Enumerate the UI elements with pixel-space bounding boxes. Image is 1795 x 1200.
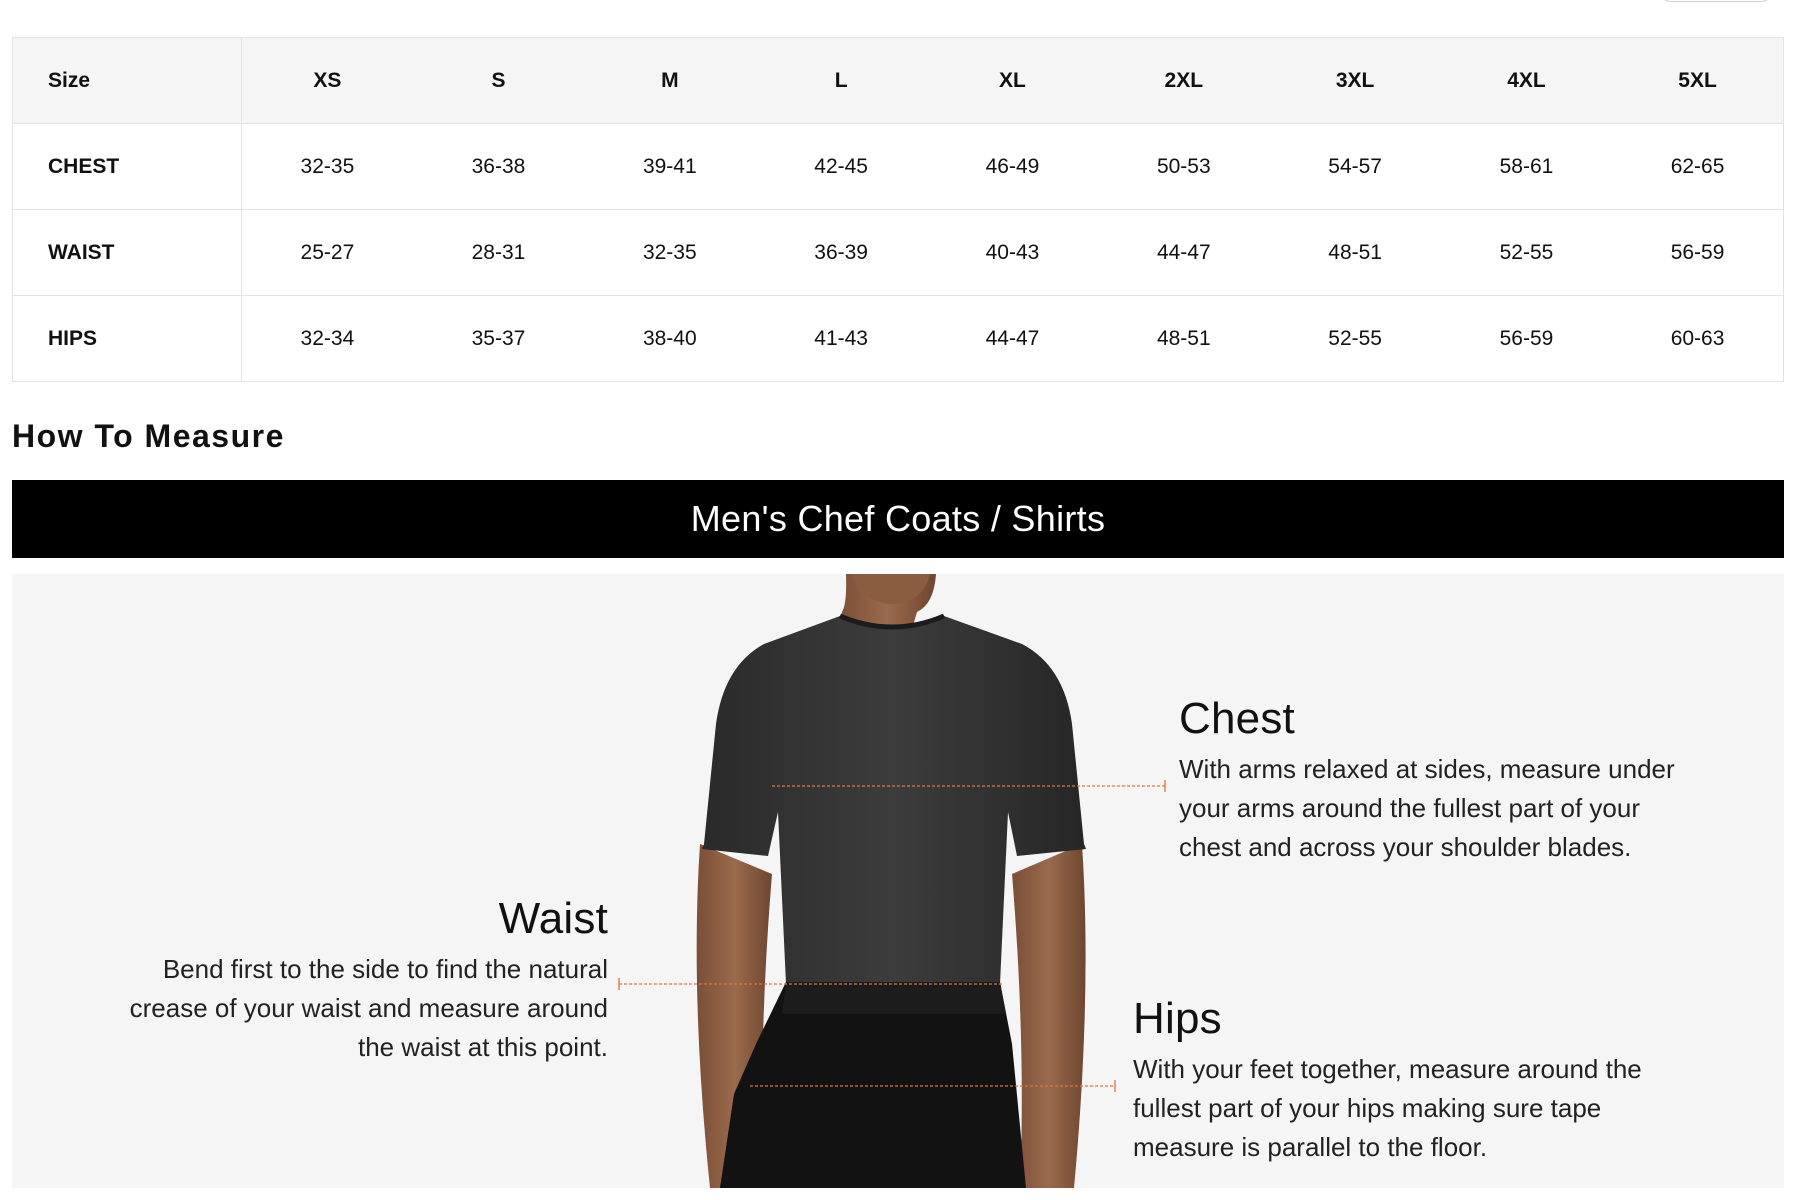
table-row-chest [13, 124, 1784, 210]
size-col-header: S [413, 38, 584, 124]
size-col-header: XS [242, 38, 413, 124]
size-col-header: M [584, 38, 755, 124]
table-cell: 32-34 [242, 296, 413, 382]
hips-title: Hips [1133, 994, 1222, 1043]
size-col-header: L [755, 38, 926, 124]
hips-description: With your feet together, measure around the fullest part of your hips making sure tape measure is parallel to the floor. [1133, 1054, 1642, 1162]
waist-instructions [112, 894, 608, 1067]
size-chart-table [12, 37, 1784, 382]
chest-description: With arms relaxed at sides, measure under your arms around the fullest part of your chest and across your shoulder blades. [1179, 754, 1675, 862]
waist-description: Bend first to the side to find the natural crease of your waist and measure around the waist at this point. [129, 954, 608, 1062]
waist-title: Waist [498, 894, 608, 943]
table-cell: 42-45 [755, 124, 926, 210]
size-header-row [13, 38, 1784, 124]
table-cell: 38-40 [584, 296, 755, 382]
table-row-hips [13, 296, 1784, 382]
table-cell: 25-27 [242, 210, 413, 296]
table-cell: 54-57 [1269, 124, 1440, 210]
size-col-header: 2XL [1098, 38, 1269, 124]
table-cell: 50-53 [1098, 124, 1269, 210]
table-cell: 44-47 [1098, 210, 1269, 296]
hips-instructions [1133, 994, 1693, 1167]
table-cell: 56-59 [1612, 210, 1783, 296]
chest-title: Chest [1179, 694, 1295, 743]
table-row-waist [13, 210, 1784, 296]
how-to-measure-heading: How To Measure [12, 418, 285, 454]
table-cell: 52-55 [1441, 210, 1612, 296]
table-cell: 36-39 [755, 210, 926, 296]
table-cell: 35-37 [413, 296, 584, 382]
table-cell: 56-59 [1441, 296, 1612, 382]
table-cell: 44-47 [927, 296, 1098, 382]
table-cell: 41-43 [755, 296, 926, 382]
top-control[interactable] [1660, 0, 1772, 2]
table-cell: 60-63 [1612, 296, 1783, 382]
table-cell: 62-65 [1612, 124, 1783, 210]
size-col-header: 5XL [1612, 38, 1783, 124]
size-header-label: Size [13, 38, 242, 124]
table-cell: 39-41 [584, 124, 755, 210]
row-label: WAIST [13, 210, 242, 296]
table-cell: 36-38 [413, 124, 584, 210]
measure-guide-panel [12, 574, 1784, 1188]
table-cell: 46-49 [927, 124, 1098, 210]
size-col-header: 3XL [1269, 38, 1440, 124]
table-cell: 28-31 [413, 210, 584, 296]
table-cell: 52-55 [1269, 296, 1440, 382]
size-col-header: 4XL [1441, 38, 1612, 124]
table-cell: 48-51 [1098, 296, 1269, 382]
table-cell: 58-61 [1441, 124, 1612, 210]
size-col-header: XL [927, 38, 1098, 124]
model-right-arm [1012, 844, 1086, 1188]
table-cell: 32-35 [242, 124, 413, 210]
chest-instructions [1179, 694, 1699, 867]
category-banner-label: Men's Chef Coats / Shirts [690, 498, 1106, 539]
row-label: CHEST [13, 124, 242, 210]
model-waistband [782, 982, 1006, 1014]
table-cell: 48-51 [1269, 210, 1440, 296]
table-cell: 32-35 [584, 210, 755, 296]
table-cell: 40-43 [927, 210, 1098, 296]
category-banner [12, 480, 1784, 558]
row-label: HIPS [13, 296, 242, 382]
